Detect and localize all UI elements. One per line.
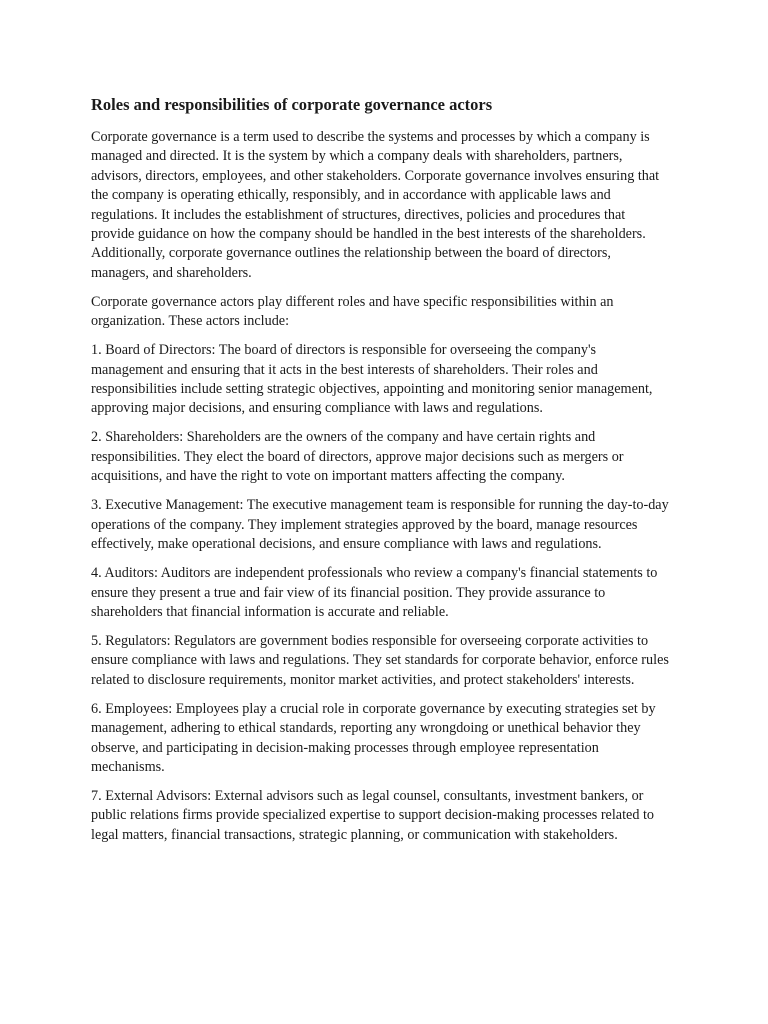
paragraph-actors-intro: Corporate governance actors play different roles and have specific responsibilities within an organization. These actors include: [91,293,614,330]
list-item-external-advisors: 7. External Advisors: External advisors such as legal counsel, consultants, investment bankers, or public relations firms provide specialized expertise to support decision-making processes related to legal matters, financial transactions, strategic planning, or communication with stakeholders. [91,787,654,843]
paragraph-intro: Corporate governance is a term used to describe the systems and processes by which a company is managed and directed. It is the system by which a company deals with shareholders, partners, advisors, directors, employees, and other stakeholders. Corporate governance involves ensuring that the company is operating ethically, responsibly, and in accordance with applicable laws and regulations. It includes the establishment of structures, directives, policies and procedures that provide guidance on how the company should be handled in the best interests of the shareholders. Additionally, corporate governance outlines the relationship between the board of directors, managers, and shareholders. [91,129,660,281]
list-item-auditors: 4. Auditors: Auditors are independent professionals who review a company's financial statements to ensure they present a true and fair view of its financial position. They provide assurance to shareholders that financial information is accurate and reliable. [91,565,658,620]
list-item-shareholders: 2. Shareholders: Shareholders are the owners of the company and have certain rights and responsibilities. They elect the board of directors, approve major decisions such as mergers or acquisitions, and have the right to vote on important matters affecting the company. [91,429,624,485]
list-item-employees: 6. Employees: Employees play a crucial role in corporate governance by executing strategies set by management, adhering to ethical standards, reporting any wrongdoing or unethical behavior they observe, and participating in decision-making processes through employee representation mechanisms. [91,700,656,775]
document-title: Roles and responsibilities of corporate governance actors [91,95,493,114]
list-item-regulators: 5. Regulators: Regulators are government bodies responsible for overseeing corporate activities to ensure compliance with laws and regulations. They set standards for corporate behavior, enforce rules related to disclosure requirements, monitor market activities, and protect stakeholders' interests. [91,632,669,688]
list-item-executive-management: 3. Executive Management: The executive management team is responsible for running the day-to-day operations of the company. They implement strategies approved by the board, manage resources effectively, make operational decisions, and ensure compliance with laws and regulations. [91,497,669,553]
list-item-board-of-directors: 1. Board of Directors: The board of directors is responsible for overseeing the company's management and ensuring that it acts in the best interests of shareholders. Their roles and responsibilities include setting strategic objectives, appointing and monitoring senior management, approving major decisions, and ensuring compliance with laws and regulations. [91,342,653,417]
